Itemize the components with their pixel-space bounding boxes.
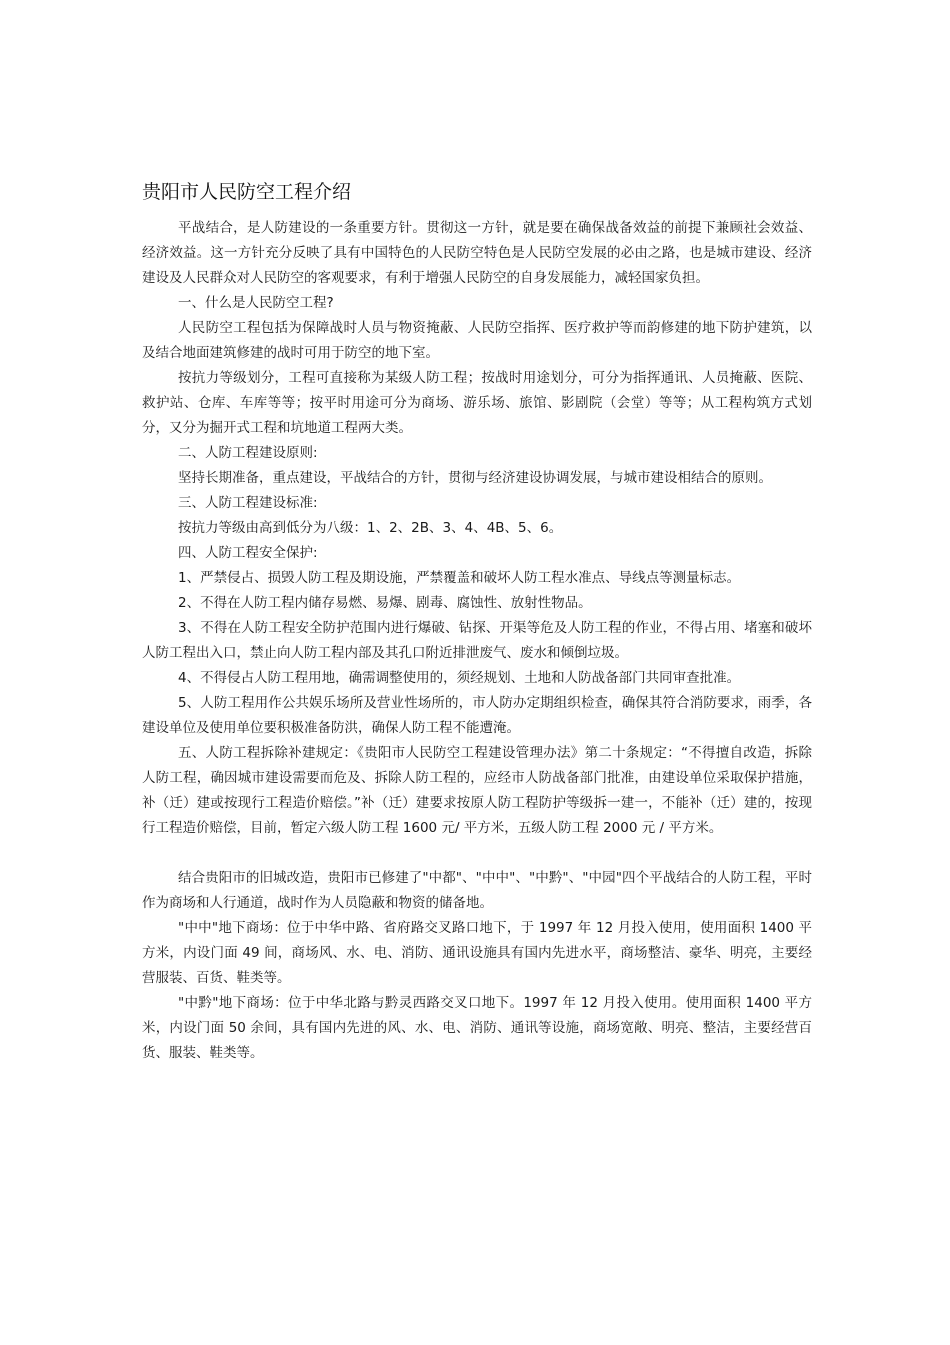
paragraph: "中中"地下商场：位于中华中路、省府路交叉路口地下，于 1997 年 12 月投入使用，使用面积 1400 平方米，内设门面 49 间，商场风、水、电、消防、通讯设施具有国内先进水平，商场整洁、豪华、明亮，主要经营服装、百货、鞋类等。: [142, 920, 812, 986]
section-heading-1: 一、什么是人民防空工程?: [178, 295, 334, 311]
paragraph: 人民防空工程包括为保障战时人员与物资掩蔽、人民防空指挥、医疗救护等而韵修建的地下防护建筑，以及结合地面建筑修建的战时可用于防空的地下室。: [142, 320, 812, 361]
document-page: [142, 176, 812, 1066]
blank-line: [142, 841, 812, 866]
paragraph: 按抗力等级由高到低分为八级：1、2、2B、3、4、4B、5、6。: [178, 520, 563, 536]
paragraph: 结合贵阳市的旧城改造，贵阳市已修建了"中都"、"中中"、"中黔"、"中园"四个平战结合的人防工程，平时作为商场和人行通道，战时作为人员隐蔽和物资的储备地。: [142, 870, 812, 911]
paragraph: 坚持长期准备，重点建设，平战结合的方针，贯彻与经济建设协调发展，与城市建设相结合的原则。: [178, 470, 772, 486]
section-heading-4: 四、人防工程安全保护:: [178, 545, 318, 561]
paragraph: "中黔"地下商场：位于中华北路与黔灵西路交叉口地下。1997 年 12 月投入使用。使用面积 1400 平方米，内设门面 50 余间，具有国内先进的风、水、电、消防、通讯等设施，商场宽敞、明亮、整洁，主要经营百货、服装、鞋类等。: [142, 995, 812, 1061]
document-title: 贵阳市人民防空工程介绍: [142, 181, 352, 203]
intro-paragraph: 平战结合，是人防建设的一条重要方针。贯彻这一方针，就是要在确保战备效益的前提下兼顾社会效益、经济效益。这一方针充分反映了具有中国特色的人民防空特色是人民防空发展的必由之路，也是城市建设、经济建设及人民群众对人民防空的客观要求，有利于增强人民防空的自身发展能力，减轻国家负担。: [142, 220, 812, 286]
list-item: 3、不得在人防工程安全防护范围内进行爆破、钻探、开渠等危及人防工程的作业，不得占用、堵塞和破坏人防工程出入口，禁止向人防工程内部及其孔口附近排泄废气、废水和倾倒垃圾。: [142, 620, 812, 661]
section-heading-5: 五、人防工程拆除补建规定：《贵阳市人民防空工程建设管理办法》第二十条规定：“不得擅自改造，拆除人防工程，确因城市建设需要而危及、拆除人防工程的，应经市人防战备部门批准，由建设单位采取保护措施，补（迁）建或按现行工程造价赔偿。”补（迁）建要求按原人防工程防护等级拆一建一，不能补（迁）建的，按现行工程造价赔偿，目前，暂定六级人防工程 1600 元/ 平方米，五级人防工程 2000 元 / 平方米。: [142, 745, 812, 836]
list-item: 4、不得侵占人防工程用地，确需调整使用的，须经规划、土地和人防战备部门共同审查批准。: [178, 670, 741, 686]
section-heading-2: 二、人防工程建设原则:: [178, 445, 318, 461]
section-heading-3: 三、人防工程建设标准:: [178, 495, 318, 511]
paragraph: 按抗力等级划分，工程可直接称为某级人防工程；按战时用途划分，可分为指挥通讯、人员掩蔽、医院、救护站、仓库、车库等等；按平时用途可分为商场、游乐场、旅馆、影剧院（会堂）等等；从工程构筑方式划分，又分为掘开式工程和坑地道工程两大类。: [142, 370, 812, 436]
list-item: 1、严禁侵占、损毁人防工程及期设施，严禁覆盖和破坏人防工程水准点、导线点等测量标志。: [178, 570, 741, 586]
list-item: 2、不得在人防工程内储存易燃、易爆、剧毒、腐蚀性、放射性物品。: [178, 595, 592, 611]
list-item: 5、人防工程用作公共娱乐场所及营业性场所的，市人防办定期组织检查，确保其符合消防要求，雨季，各建设单位及使用单位要积极准备防洪，确保人防工程不能遭淹。: [142, 695, 812, 736]
